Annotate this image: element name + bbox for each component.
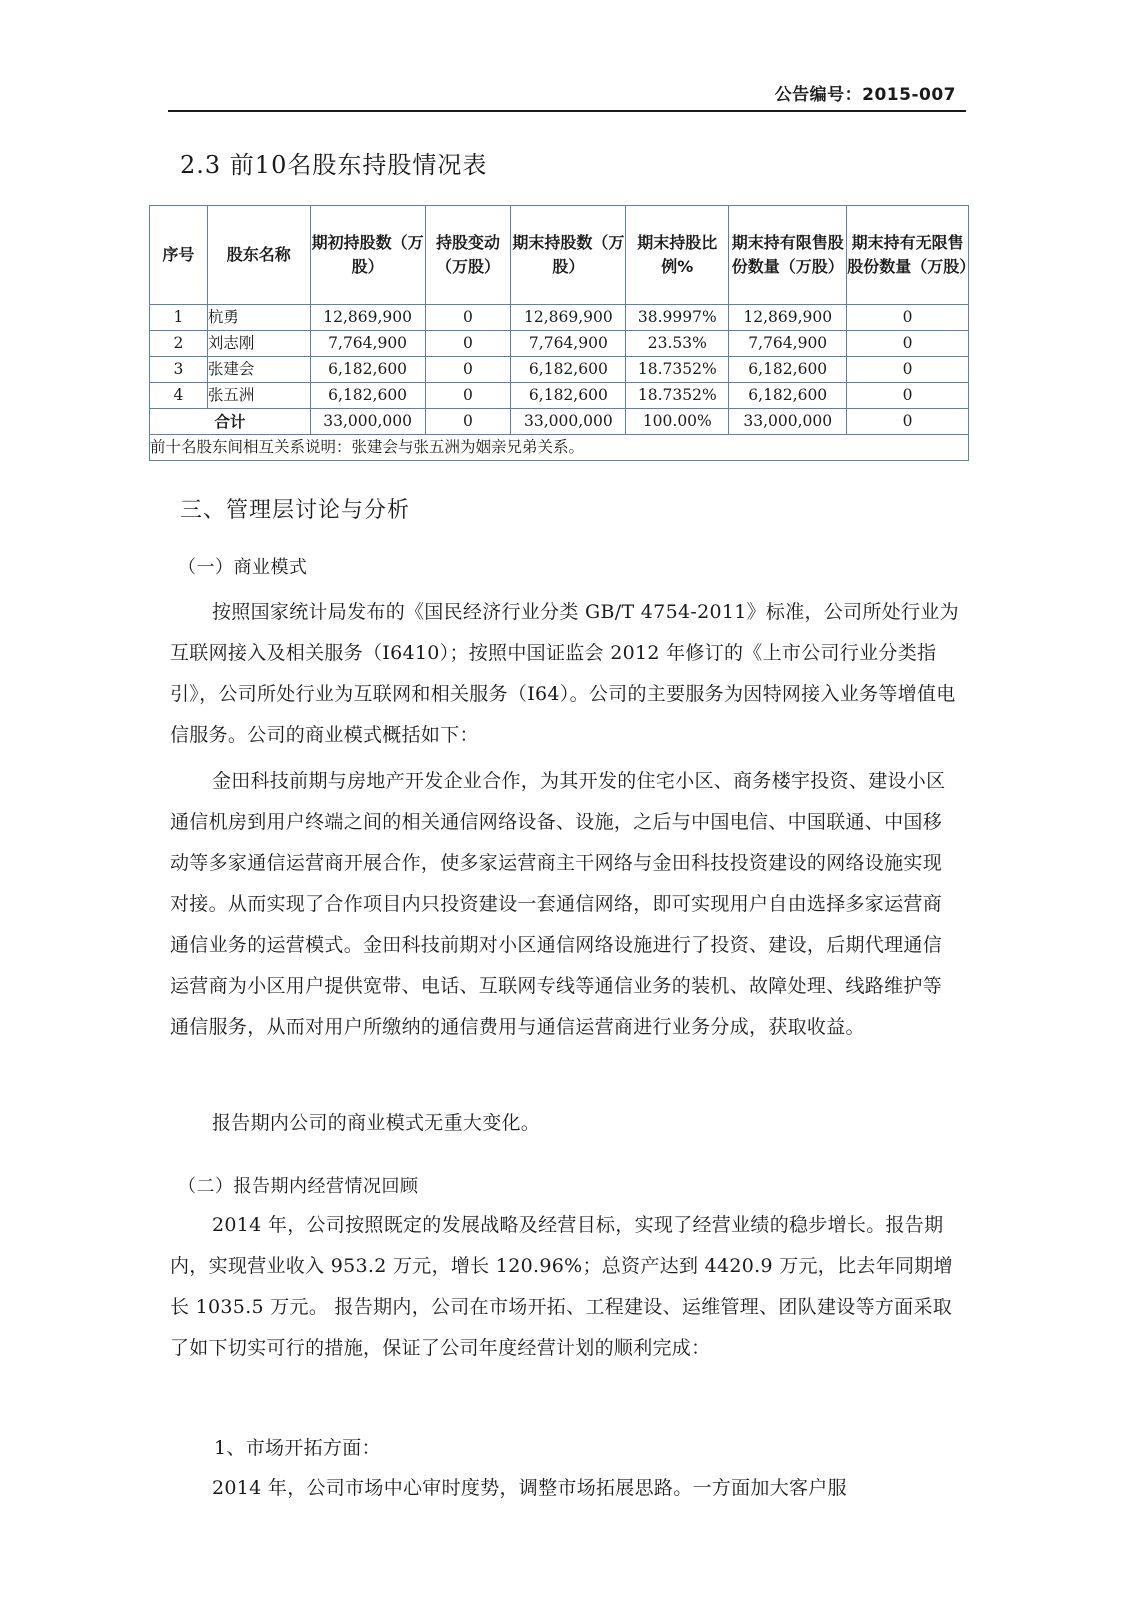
- table-cell: 1: [150, 305, 208, 331]
- relationship-note: 前十名股东间相互关系说明：张建会与张五洲为姻亲兄弟关系。: [150, 435, 969, 461]
- table-cell: 23.53%: [626, 331, 729, 357]
- table-header-row: [150, 206, 969, 305]
- table-note-row: [150, 435, 969, 461]
- paragraph: 2014 年，公司按照既定的发展战略及经营目标，实现了经营业绩的稳步增长。报告期内，实现营业收入 953.2 万元，增长 120.96%；总资产达到 4420.9 万元，比去年同期增长 1035.5 万元。 报告期内，公司在市场开拓、工程建设、运维管理、团队建设等方面采取了如下切实可行的措施，保证了公司年度经营计划的顺利完成：: [170, 1214, 953, 1359]
- table-cell: 33,000,000: [511, 409, 626, 435]
- table-cell: 12,869,900: [511, 305, 626, 331]
- paragraph: 2014 年，公司市场中心审时度势，调整市场拓展思路。一方面加大客户服: [212, 1477, 847, 1499]
- table-cell: 张建会: [207, 357, 310, 383]
- table-cell: 6,182,600: [729, 357, 847, 383]
- table-cell: 2: [150, 331, 208, 357]
- announcement-number: 公告编号：2015-007: [774, 85, 956, 105]
- table-cell: 6,182,600: [729, 383, 847, 409]
- table-cell: 0: [425, 357, 511, 383]
- paragraph: 按照国家统计局发布的《国民经济行业分类 GB/T 4754-2011》标准，公司所处行业为互联网接入及相关服务（I6410）；按照中国证监会 2012 年修订的《上市公司行业分类指引》，公司所处行业为互联网和相关服务（I64）。公司的主要服务为因特网接入业务等增值电信服务。公司的商业模式概括如下：: [170, 601, 959, 746]
- table-cell: 18.7352%: [626, 383, 729, 409]
- table-cell: 6,182,600: [310, 383, 425, 409]
- section-title-shareholders: 2.3 前10名股东持股情况表: [180, 151, 488, 179]
- subsection-title-business-model: （一）商业模式: [178, 557, 308, 578]
- table-cell: 0: [847, 383, 969, 409]
- list-item-title: 1、市场开拓方面：: [214, 1437, 381, 1459]
- table-row: [150, 357, 969, 383]
- col-header: 期初持股数（万股）: [310, 206, 425, 305]
- shareholders-table: [149, 205, 976, 461]
- table-cell: 杭勇: [207, 305, 310, 331]
- table-cell: 12,869,900: [729, 305, 847, 331]
- table-cell: 7,764,900: [310, 331, 425, 357]
- table-cell: 0: [847, 331, 969, 357]
- col-header: 期末持有限售股份数量（万股）: [729, 206, 847, 305]
- table-cell: 0: [847, 357, 969, 383]
- paragraph: 金田科技前期与房地产开发企业合作，为其开发的住宅小区、商务楼宇投资、建设小区通信机房到用户终端之间的相关通信网络设备、设施，之后与中国电信、中国联通、中国移动等多家通信运营商开展合作，使多家运营商主干网络与金田科技投资建设的网络设施实现对接。从而实现了合作项目内只投资建设一套通信网络，即可实现用户自由选择多家运营商通信业务的运营模式。金田科技前期对小区通信网络设施进行了投资、建设，后期代理通信运营商为小区用户提供宽带、电话、互联网专线等通信业务的装机、故障处理、线路维护等通信服务，从而对用户所缴纳的通信费用与通信运营商进行业务分成，获取收益。: [170, 770, 946, 1038]
- table-cell: 0: [425, 409, 511, 435]
- table-cell: 0: [847, 305, 969, 331]
- col-header: 期末持股比例%: [626, 206, 729, 305]
- paragraph: 报告期内公司的商业模式无重大变化。: [212, 1112, 541, 1134]
- col-header: 期末持有无限售股份数量（万股）: [847, 206, 969, 305]
- col-header: 持股变动（万股）: [425, 206, 511, 305]
- table-cell: 33,000,000: [729, 409, 847, 435]
- table-cell: 6,182,600: [511, 383, 626, 409]
- table-cell: 7,764,900: [511, 331, 626, 357]
- table-cell: 0: [847, 409, 969, 435]
- table-row: [150, 383, 969, 409]
- table-cell: 6,182,600: [310, 357, 425, 383]
- table-cell: 18.7352%: [626, 357, 729, 383]
- table-cell: 33,000,000: [310, 409, 425, 435]
- total-label: 合计: [150, 409, 311, 435]
- page-header: [168, 76, 966, 112]
- table-cell: 刘志刚: [207, 331, 310, 357]
- table-cell: 0: [425, 383, 511, 409]
- table-cell: 张五洲: [207, 383, 310, 409]
- subsection-title-operations-review: （二）报告期内经营情况回顾: [178, 1176, 419, 1197]
- col-header: 股东名称: [207, 206, 310, 305]
- table-cell: 12,869,900: [310, 305, 425, 331]
- table-cell: 0: [425, 305, 511, 331]
- table-cell: 7,764,900: [729, 331, 847, 357]
- table-cell: 0: [425, 331, 511, 357]
- col-header: 序号: [150, 206, 208, 305]
- table-cell: 100.00%: [626, 409, 729, 435]
- table-row: [150, 331, 969, 357]
- table-cell: 38.9997%: [626, 305, 729, 331]
- col-header: 期末持股数（万股）: [511, 206, 626, 305]
- section-title-management: 三、管理层讨论与分析: [180, 498, 411, 523]
- table-total-row: [150, 409, 969, 435]
- table-cell: 4: [150, 383, 208, 409]
- table-cell: 6,182,600: [511, 357, 626, 383]
- table-row: [150, 305, 969, 331]
- table-cell: 3: [150, 357, 208, 383]
